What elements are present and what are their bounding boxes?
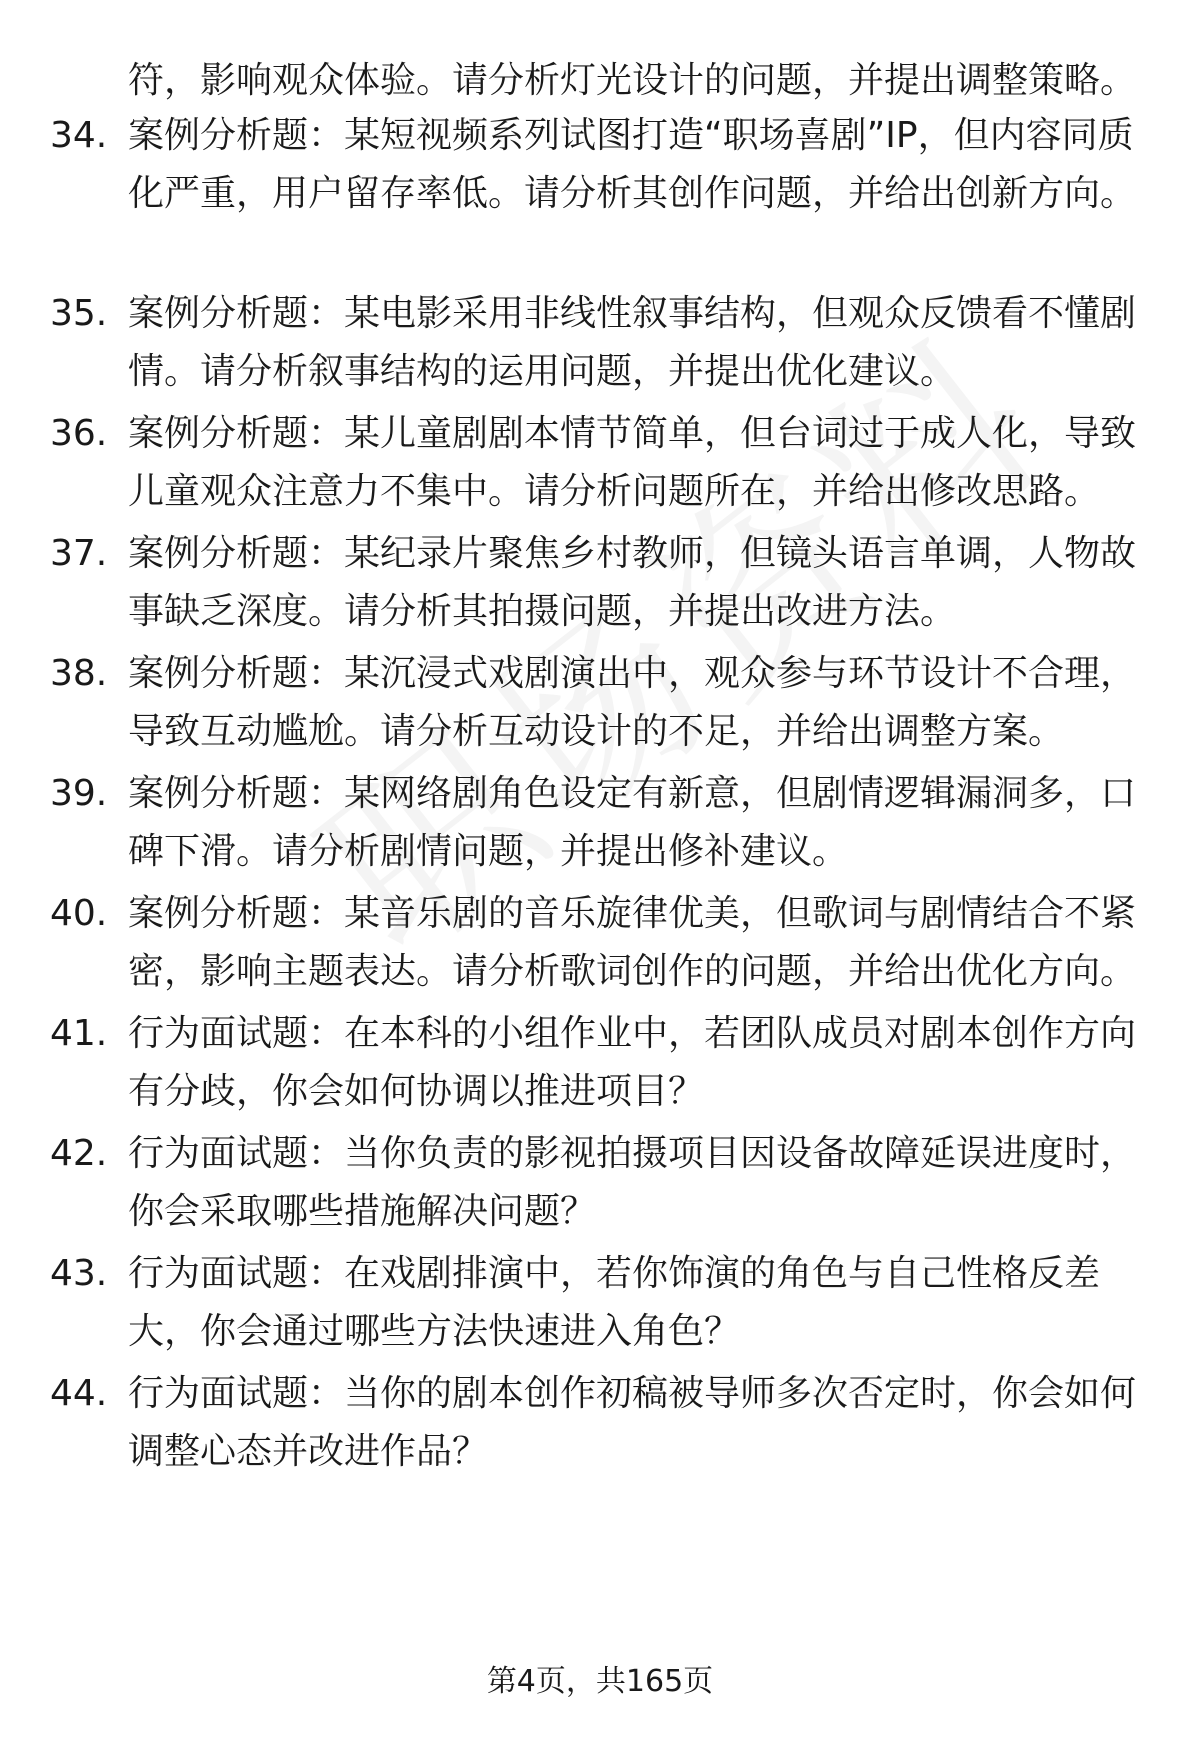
- question-number: 38.: [50, 653, 108, 694]
- question-text: 案例分析题：某沉浸式戏剧演出中，观众参与环节设计不合理，导致互动尴尬。请分析互动设计的不足，并给出调整方案。: [128, 653, 1137, 752]
- question-number: 40.: [50, 893, 108, 934]
- question-text: 案例分析题：某纪录片聚焦乡村教师，但镜头语言单调，人物故事缺乏深度。请分析其拍摄问题，并提出改进方法。: [128, 533, 1137, 632]
- question-text: 案例分析题：某音乐剧的音乐旋律优美，但歌词与剧情结合不紧密，影响主题表达。请分析歌词创作的问题，并给出优化方向。: [128, 893, 1137, 992]
- continued-question-text: 符，影响观众体验。请分析灯光设计的问题，并提出调整策略。: [128, 60, 1137, 101]
- question-text: 案例分析题：某网络剧角色设定有新意，但剧情逻辑漏洞多，口碑下滑。请分析剧情问题，并提出修补建议。: [128, 773, 1137, 872]
- question-number: 42.: [50, 1133, 108, 1174]
- question-text: 行为面试题：在本科的小组作业中，若团队成员对剧本创作方向有分歧，你会如何协调以推进项目？: [128, 1013, 1137, 1112]
- question-number: 36.: [50, 413, 108, 454]
- question-number: 34.: [50, 115, 108, 156]
- question-number: 41.: [50, 1013, 108, 1054]
- question-text: 案例分析题：某电影采用非线性叙事结构，但观众反馈看不懂剧情。请分析叙事结构的运用问题，并提出优化建议。: [128, 293, 1137, 392]
- question-number: 37.: [50, 533, 108, 574]
- question-number: 35.: [50, 293, 108, 334]
- question-text: 行为面试题：当你负责的影视拍摄项目因设备故障延误进度时，你会采取哪些措施解决问题？: [128, 1133, 1137, 1232]
- question-text: 案例分析题：某短视频系列试图打造“职场喜剧”IP，但内容同质化严重，用户留存率低。请分析其创作问题，并给出创新方向。: [128, 115, 1137, 214]
- question-text: 行为面试题：在戏剧排演中，若你饰演的角色与自己性格反差大，你会通过哪些方法快速进入角色？: [128, 1253, 1101, 1352]
- question-number: 39.: [50, 773, 108, 814]
- question-text: 行为面试题：当你的剧本创作初稿被导师多次否定时，你会如何调整心态并改进作品？: [128, 1373, 1137, 1472]
- question-text: 案例分析题：某儿童剧剧本情节简单，但台词过于成人化，导致儿童观众注意力不集中。请分析问题所在，并给出修改思路。: [128, 413, 1137, 512]
- page-number-footer: 第4页，共165页: [486, 1664, 714, 1699]
- question-number: 44.: [50, 1373, 108, 1414]
- question-number: 43.: [50, 1253, 108, 1294]
